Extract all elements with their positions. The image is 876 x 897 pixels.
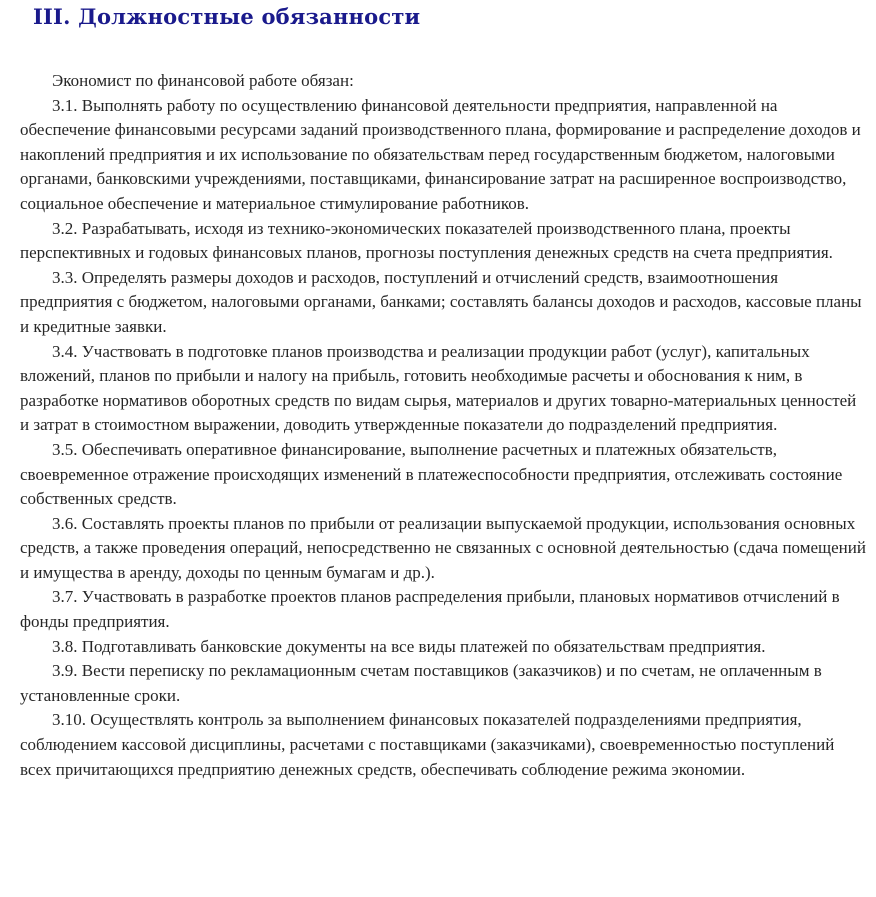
paragraph: Экономист по финансовой работе обязан: <box>52 71 354 90</box>
page-title: III. Должностные обязанности <box>33 4 421 29</box>
paragraph: 3.10. Осуществлять контроль за выполнением финансовых показателей подразделениями предприятия, соблюдением кассовой дисциплины, расчетами с поставщиками (заказчиками), своевременностью поступлений всех причитающихся предприятию денежных средств, обеспечивать соблюдение режима экономии. <box>20 710 835 779</box>
paragraph: 3.4. Участвовать в подготовке планов производства и реализации продукции работ (услуг), капитальных вложений, планов по прибыли и налогу на прибыль, готовить необходимые расчеты и обоснования к ним, в разработке нормативов оборотных средств по видам сырья, материалов и других товарно-материальных ценностей и затрат в стоимостном выражении, доводить утвержденные показатели до подразделений предприятия. <box>20 341 857 435</box>
paragraph: 3.6. Составлять проекты планов по прибыли от реализации выпускаемой продукции, использования основных средств, а также проведения операций, непосредственно не связанных с основной деятельностью (сдача помещений и имущества в аренду, доходы по ценным бумагам и др.). <box>20 513 866 582</box>
paragraph: 3.7. Участвовать в разработке проектов планов распределения прибыли, плановых нормативов отчислений в фонды предприятия. <box>20 587 840 632</box>
paragraph: 3.9. Вести переписку по рекламационным счетам поставщиков (заказчиков) и по счетам, не оплаченным в установленные сроки. <box>20 661 822 705</box>
document-page <box>0 4 876 897</box>
document-body <box>0 29 876 782</box>
paragraph: 3.2. Разрабатывать, исходя из технико-экономических показателей производственного плана, проекты перспективных и годовых финансовых планов, прогнозы поступления денежных средств на счета предприятия. <box>20 218 833 263</box>
paragraph: 3.1. Выполнять работу по осуществлению финансовой деятельности предприятия, направленной на обеспечение финансовыми ресурсами заданий производственного плана, формирование и распределение доходов и накоплений предприятия и их использование по обязательствам перед государственным бюджетом, налоговыми органами, банковскими учреждениями, поставщиками, финансирование затрат на расширенное воспроизводство, социальное обеспечение и материальное стимулирование работников. <box>20 95 861 213</box>
paragraph: 3.8. Подготавливать банковские документы на все виды платежей по обязательствам предприятия. <box>52 636 766 656</box>
paragraph: 3.5. Обеспечивать оперативное финансирование, выполнение расчетных и платежных обязательств, своевременное отражение происходящих изменений в платежеспособности предприятия, отслеживать состояние собственных средств. <box>20 439 843 509</box>
paragraph: 3.3. Определять размеры доходов и расходов, поступлений и отчислений средств, взаимоотношения предприятия с бюджетом, налоговыми органами, банками; составлять балансы доходов и расходов, кассовые планы и кредитные заявки. <box>20 267 862 336</box>
